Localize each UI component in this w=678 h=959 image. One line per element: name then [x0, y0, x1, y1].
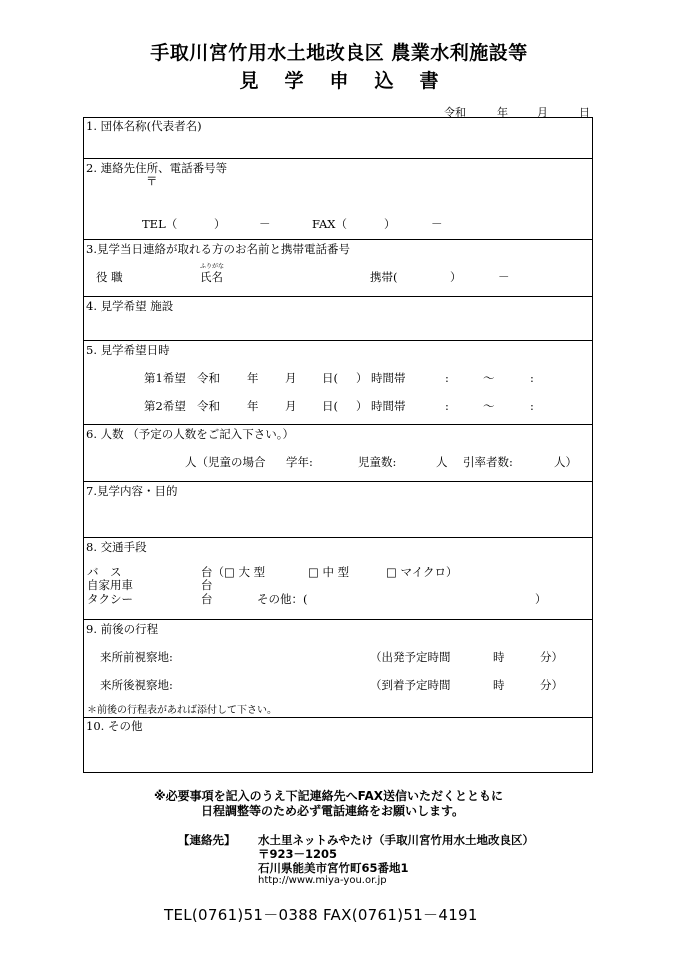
choice-2-timeband: 時間帯	[371, 399, 406, 413]
section-8-label: 8. 交通手段	[86, 540, 147, 554]
form-title: 手取川宮竹用水土地改良区 農業水利施設等	[150, 42, 528, 64]
section-3[interactable]	[84, 240, 592, 297]
contact-org: 水土里ネットみやたけ（手取川宮竹用水土地改良区）	[258, 833, 534, 847]
section-10-label: 10. その他	[86, 719, 143, 733]
taxi-unit: 台	[201, 592, 213, 606]
section-4[interactable]	[84, 297, 592, 341]
contact-label: 【連絡先】	[178, 833, 236, 847]
role-label: 役 職	[96, 270, 123, 284]
car-label: 自家用車	[87, 578, 133, 592]
section-6-label: 6. 人数 （予定の人数をご記入下さい。）	[86, 427, 295, 441]
leaders-label: 引率者数:	[463, 455, 513, 469]
arrive-time-label: （到着予定時間	[370, 678, 451, 692]
depart-hour: 時	[493, 650, 505, 664]
car-unit: 台	[201, 578, 213, 592]
choice-2-tilde: ～	[483, 399, 495, 413]
choice-2-year: 年	[247, 399, 259, 413]
before-visit-label: 来所前視察地:	[100, 650, 173, 664]
notice-line-2: 日程調整等のため必ず電話連絡をお願いします。	[201, 804, 465, 818]
mobile-dash: －	[498, 270, 510, 284]
section-2-label: 2. 連絡先住所、電話番号等	[86, 161, 228, 175]
leaders-unit: 人）	[554, 455, 577, 469]
date-month: 月	[537, 106, 548, 119]
depart-time-label: （出発予定時間	[370, 650, 451, 664]
section-5-label: 5. 見学希望日時	[86, 343, 170, 357]
name-label: 氏名	[200, 270, 223, 284]
section-3-label: 3.見学当日連絡が取れる方のお名前と携帯電話番号	[86, 242, 350, 256]
choice-1-month: 月	[285, 371, 297, 385]
section-9[interactable]	[84, 620, 592, 718]
choice-1-timeband: 時間帯	[371, 371, 406, 385]
date-era: 令和	[444, 106, 466, 119]
fax-close: ）	[384, 217, 396, 231]
after-visit-label: 来所後視察地:	[100, 678, 173, 692]
tel-dash: －	[259, 217, 271, 231]
choice-1-day-close: ）	[356, 371, 368, 385]
contact-postal: 〒923－1205	[258, 847, 338, 861]
choice-1-day: 日(	[322, 371, 338, 385]
itinerary-note: ＊前後の行程表があれば添付して下さい。	[87, 705, 277, 716]
bus-label: バ ス	[87, 565, 122, 579]
bus-unit[interactable]: 台（□ 大 型	[201, 565, 266, 579]
section-7[interactable]	[84, 482, 592, 538]
choice-1-tilde: ～	[483, 371, 495, 385]
tel-label: TEL（	[142, 217, 178, 231]
section-4-label: 4. 見学希望 施設	[86, 299, 174, 313]
contact-url[interactable]: http://www.miya-you.or.jp	[258, 875, 387, 886]
people-label: 人（児童の場合	[185, 455, 266, 469]
section-2[interactable]	[84, 159, 592, 240]
application-form	[83, 117, 593, 773]
section-1[interactable]	[84, 118, 592, 159]
children-unit: 人	[436, 455, 448, 469]
section-8[interactable]	[84, 538, 592, 620]
choice-1-era: 令和	[197, 371, 220, 385]
other-close: ）	[535, 592, 547, 606]
tel-close: ）	[214, 217, 226, 231]
depart-minute: 分）	[540, 650, 563, 664]
date-day: 日	[579, 106, 590, 119]
children-label: 児童数:	[358, 455, 397, 469]
choice-2-colon-end: :	[530, 399, 534, 413]
tel-fax-numbers: TEL(0761)51－0388 FAX(0761)51－4191	[164, 906, 478, 924]
mobile-label: 携帯(	[370, 270, 398, 284]
notice-line-1: ※必要事項を記入のうえ下記連絡先へFAX送信いただくとともに	[154, 789, 504, 803]
contact-address: 石川県能美市宮竹町65番地1	[258, 861, 409, 875]
mobile-close: ）	[450, 270, 462, 284]
grade-label: 学年:	[286, 455, 313, 469]
fax-dash: －	[431, 217, 443, 231]
section-5[interactable]	[84, 341, 592, 425]
section-1-label: 1. 団体名称(代表者名)	[86, 119, 202, 133]
taxi-label: タクシー	[87, 592, 133, 606]
micro-bus-checkbox[interactable]: □ マイクロ）	[386, 565, 458, 579]
choice-1-label: 第1希望	[144, 371, 186, 385]
choice-1-colon-end: :	[530, 371, 534, 385]
arrive-hour: 時	[493, 678, 505, 692]
choice-2-era: 令和	[197, 399, 220, 413]
section-7-label: 7.見学内容・目的	[86, 484, 178, 498]
choice-2-label: 第2希望	[144, 399, 186, 413]
choice-2-colon-start: :	[445, 399, 449, 413]
date-year: 年	[497, 106, 508, 119]
section-10[interactable]	[84, 718, 592, 774]
medium-bus-checkbox[interactable]: □ 中 型	[308, 565, 350, 579]
arrive-minute: 分）	[540, 678, 563, 692]
section-9-label: 9. 前後の行程	[86, 622, 159, 636]
form-subtitle: 見学申込書	[239, 70, 465, 92]
choice-2-day: 日(	[322, 399, 338, 413]
postal-mark: 〒	[146, 174, 158, 188]
fax-label: FAX（	[312, 217, 347, 231]
choice-1-year: 年	[247, 371, 259, 385]
other-label: その他：(	[257, 592, 308, 606]
choice-2-month: 月	[285, 399, 297, 413]
choice-1-colon-start: :	[445, 371, 449, 385]
section-6[interactable]	[84, 425, 592, 482]
furigana-label: ふりがな	[200, 263, 225, 270]
choice-2-day-close: ）	[356, 399, 368, 413]
